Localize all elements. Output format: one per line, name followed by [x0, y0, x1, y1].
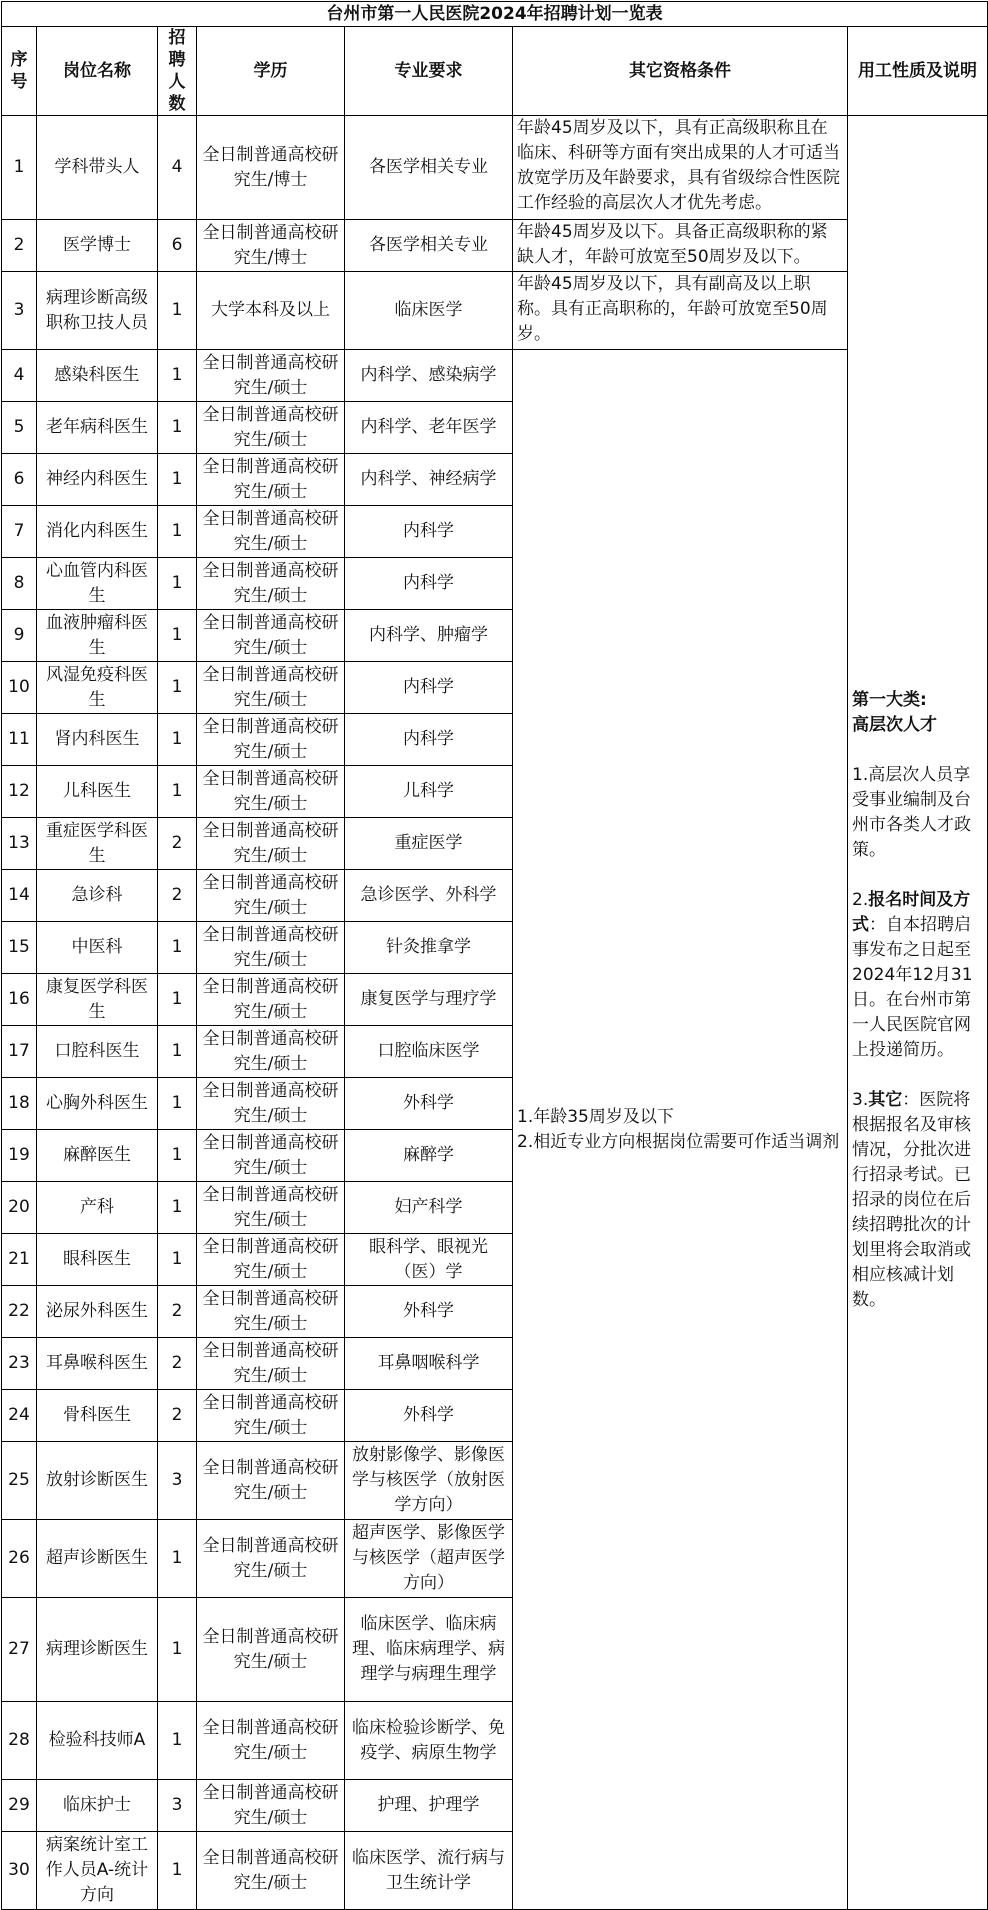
header-major: 专业要求 [345, 27, 513, 116]
recruit-count: 1 [158, 662, 197, 714]
condition-line: 1.年龄35周岁及以下 [517, 1106, 674, 1127]
major-requirement: 儿科学 [345, 766, 513, 818]
category-label: 第一大类: [852, 689, 927, 710]
post-name: 口腔科医生 [37, 1026, 158, 1078]
other-conditions: 年龄45周岁及以下，具有正高级职称且在临床、科研等方面有突出成果的人才可适当放宽学历及年龄要求，具有省级综合性医院工作经验的高层次人才优先考虑。 [513, 116, 848, 220]
header-other-conditions: 其它资格条件 [513, 27, 848, 116]
major-requirement: 各医学相关专业 [345, 116, 513, 220]
employment-nature-note [848, 116, 988, 1910]
recruit-count: 2 [158, 1286, 197, 1338]
post-name: 骨科医生 [37, 1390, 158, 1442]
note-prefix: 2. [852, 889, 869, 910]
major-requirement: 内科学 [345, 558, 513, 610]
major-requirement: 康复医学与理疗学 [345, 974, 513, 1026]
header-no: 序号 [2, 27, 37, 116]
major-requirement: 各医学相关专业 [345, 220, 513, 272]
education: 全日制普通高校研究生/硕士 [197, 662, 345, 714]
row-number: 19 [2, 1130, 37, 1182]
major-requirement: 临床医学、流行病与卫生统计学 [345, 1832, 513, 1910]
recruit-count: 2 [158, 1390, 197, 1442]
recruit-count: 3 [158, 1780, 197, 1832]
recruit-count: 1 [158, 1598, 197, 1702]
recruit-count: 1 [158, 1520, 197, 1598]
recruitment-table [1, 1, 988, 1910]
education: 全日制普通高校研究生/硕士 [197, 1390, 345, 1442]
header-education: 学历 [197, 27, 345, 116]
note-paragraph: 1.高层次人员享受事业编制及台州市各类人才政策。 [852, 764, 971, 860]
header-count: 招聘人数 [158, 27, 197, 116]
other-conditions: 年龄45周岁及以下，具有副高及以上职称。具有正高职称的，年龄可放宽至50周岁。 [513, 272, 848, 350]
recruit-count: 1 [158, 1702, 197, 1780]
education: 全日制普通高校研究生/硕士 [197, 1130, 345, 1182]
header-nature: 用工性质及说明 [848, 27, 988, 116]
post-name: 泌尿外科医生 [37, 1286, 158, 1338]
row-number: 16 [2, 974, 37, 1026]
recruit-count: 1 [158, 922, 197, 974]
education: 全日制普通高校研究生/硕士 [197, 1026, 345, 1078]
major-requirement: 外科学 [345, 1390, 513, 1442]
row-number: 18 [2, 1078, 37, 1130]
post-name: 病理诊断医生 [37, 1598, 158, 1702]
education: 全日制普通高校研究生/硕士 [197, 1702, 345, 1780]
post-name: 眼科医生 [37, 1234, 158, 1286]
major-requirement: 外科学 [345, 1286, 513, 1338]
table-title: 台州市第一人民医院2024年招聘计划一览表 [2, 2, 988, 27]
condition-line: 2.相近专业方向根据岗位需要可作适当调剂 [517, 1131, 840, 1152]
major-requirement: 内科学、老年医学 [345, 402, 513, 454]
major-requirement: 外科学 [345, 1078, 513, 1130]
education: 全日制普通高校研究生/硕士 [197, 766, 345, 818]
header-post: 岗位名称 [37, 27, 158, 116]
row-number: 8 [2, 558, 37, 610]
post-name: 急诊科 [37, 870, 158, 922]
row-number: 25 [2, 1442, 37, 1520]
note-prefix: 3. [852, 1089, 869, 1110]
education: 全日制普通高校研究生/硕士 [197, 1338, 345, 1390]
row-number: 6 [2, 454, 37, 506]
post-name: 心胸外科医生 [37, 1078, 158, 1130]
row-number: 2 [2, 220, 37, 272]
recruit-count: 2 [158, 818, 197, 870]
education: 全日制普通高校研究生/硕士 [197, 714, 345, 766]
post-name: 消化内科医生 [37, 506, 158, 558]
major-requirement: 临床医学、临床病理、临床病理学、病理学与病理生理学 [345, 1598, 513, 1702]
post-name: 中医科 [37, 922, 158, 974]
row-number: 5 [2, 402, 37, 454]
recruit-count: 1 [158, 350, 197, 402]
row-number: 10 [2, 662, 37, 714]
row-number: 11 [2, 714, 37, 766]
major-requirement: 内科学 [345, 714, 513, 766]
post-name: 老年病科医生 [37, 402, 158, 454]
education: 全日制普通高校研究生/博士 [197, 116, 345, 220]
row-number: 24 [2, 1390, 37, 1442]
major-requirement: 麻醉学 [345, 1130, 513, 1182]
table-row [2, 220, 988, 272]
row-number: 23 [2, 1338, 37, 1390]
recruit-count: 1 [158, 1026, 197, 1078]
row-number: 28 [2, 1702, 37, 1780]
education: 全日制普通高校研究生/硕士 [197, 1286, 345, 1338]
recruit-count: 1 [158, 402, 197, 454]
row-number: 13 [2, 818, 37, 870]
education: 全日制普通高校研究生/硕士 [197, 870, 345, 922]
education: 全日制普通高校研究生/硕士 [197, 1182, 345, 1234]
recruit-count: 6 [158, 220, 197, 272]
row-number: 12 [2, 766, 37, 818]
education: 全日制普通高校研究生/博士 [197, 220, 345, 272]
education: 全日制普通高校研究生/硕士 [197, 1520, 345, 1598]
major-requirement: 超声医学、影像医学与核医学（超声医学方向） [345, 1520, 513, 1598]
recruit-count: 1 [158, 610, 197, 662]
education: 全日制普通高校研究生/硕士 [197, 1234, 345, 1286]
education: 全日制普通高校研究生/硕士 [197, 1832, 345, 1910]
major-requirement: 护理、护理学 [345, 1780, 513, 1832]
major-requirement: 内科学 [345, 662, 513, 714]
major-requirement: 临床医学 [345, 272, 513, 350]
recruit-count: 1 [158, 974, 197, 1026]
post-name: 检验科技师A [37, 1702, 158, 1780]
education: 全日制普通高校研究生/硕士 [197, 1078, 345, 1130]
recruit-count: 1 [158, 1130, 197, 1182]
major-requirement: 临床检验诊断学、免疫学、病原生物学 [345, 1702, 513, 1780]
post-name: 耳鼻喉科医生 [37, 1338, 158, 1390]
post-name: 超声诊断医生 [37, 1520, 158, 1598]
row-number: 29 [2, 1780, 37, 1832]
row-number: 7 [2, 506, 37, 558]
recruit-count: 2 [158, 870, 197, 922]
education: 全日制普通高校研究生/硕士 [197, 1442, 345, 1520]
recruit-count: 1 [158, 272, 197, 350]
education: 全日制普通高校研究生/硕士 [197, 1780, 345, 1832]
major-requirement: 耳鼻咽喉科学 [345, 1338, 513, 1390]
recruit-count: 1 [158, 454, 197, 506]
row-number: 3 [2, 272, 37, 350]
recruit-count: 1 [158, 506, 197, 558]
recruit-count: 1 [158, 714, 197, 766]
category-name: 高层次人才 [852, 714, 937, 735]
row-number: 30 [2, 1832, 37, 1910]
post-name: 临床护士 [37, 1780, 158, 1832]
recruit-count: 1 [158, 558, 197, 610]
education: 全日制普通高校研究生/硕士 [197, 558, 345, 610]
row-number: 4 [2, 350, 37, 402]
other-conditions-shared [513, 350, 848, 1910]
post-name: 康复医学科医生 [37, 974, 158, 1026]
major-requirement: 口腔临床医学 [345, 1026, 513, 1078]
row-number: 9 [2, 610, 37, 662]
note-label: 报名时间及方式 [852, 889, 971, 935]
post-name: 心血管内科医生 [37, 558, 158, 610]
education: 全日制普通高校研究生/硕士 [197, 350, 345, 402]
education: 全日制普通高校研究生/硕士 [197, 402, 345, 454]
post-name: 风湿免疫科医生 [37, 662, 158, 714]
major-requirement: 眼科学、眼视光（医）学 [345, 1234, 513, 1286]
major-requirement: 针灸推拿学 [345, 922, 513, 974]
post-name: 重症医学科医生 [37, 818, 158, 870]
recruit-count: 1 [158, 1078, 197, 1130]
education: 全日制普通高校研究生/硕士 [197, 454, 345, 506]
major-requirement: 重症医学 [345, 818, 513, 870]
post-name: 病理诊断高级职称卫技人员 [37, 272, 158, 350]
post-name: 麻醉医生 [37, 1130, 158, 1182]
table-row [2, 272, 988, 350]
major-requirement: 妇产科学 [345, 1182, 513, 1234]
major-requirement: 内科学 [345, 506, 513, 558]
post-name: 医学博士 [37, 220, 158, 272]
other-conditions: 年龄45周岁及以下。具备正高级职称的紧缺人才，年龄可放宽至50周岁及以下。 [513, 220, 848, 272]
post-name: 儿科医生 [37, 766, 158, 818]
note-text: ：自本招聘启事发布之日起至2024年12月31日。在台州市第一人民医院官网上投递简历。 [852, 914, 973, 1060]
table-row [2, 350, 988, 402]
recruit-count: 1 [158, 1832, 197, 1910]
row-number: 26 [2, 1520, 37, 1598]
row-number: 27 [2, 1598, 37, 1702]
recruit-count: 2 [158, 1338, 197, 1390]
row-number: 14 [2, 870, 37, 922]
row-number: 22 [2, 1286, 37, 1338]
recruit-count: 1 [158, 1182, 197, 1234]
education: 全日制普通高校研究生/硕士 [197, 506, 345, 558]
post-name: 学科带头人 [37, 116, 158, 220]
major-requirement: 放射影像学、影像医学与核医学（放射医学方向） [345, 1442, 513, 1520]
major-requirement: 内科学、肿瘤学 [345, 610, 513, 662]
major-requirement: 内科学、神经病学 [345, 454, 513, 506]
education: 全日制普通高校研究生/硕士 [197, 818, 345, 870]
recruit-count: 1 [158, 1234, 197, 1286]
education: 全日制普通高校研究生/硕士 [197, 922, 345, 974]
row-number: 17 [2, 1026, 37, 1078]
recruit-count: 3 [158, 1442, 197, 1520]
row-number: 15 [2, 922, 37, 974]
education: 大学本科及以上 [197, 272, 345, 350]
post-name: 肾内科医生 [37, 714, 158, 766]
row-number: 21 [2, 1234, 37, 1286]
recruit-count: 1 [158, 766, 197, 818]
row-number: 1 [2, 116, 37, 220]
recruit-count: 4 [158, 116, 197, 220]
post-name: 产科 [37, 1182, 158, 1234]
post-name: 血液肿瘤科医生 [37, 610, 158, 662]
education: 全日制普通高校研究生/硕士 [197, 1598, 345, 1702]
table-row [2, 116, 988, 220]
post-name: 放射诊断医生 [37, 1442, 158, 1520]
major-requirement: 急诊医学、外科学 [345, 870, 513, 922]
education: 全日制普通高校研究生/硕士 [197, 974, 345, 1026]
row-number: 20 [2, 1182, 37, 1234]
post-name: 病案统计室工作人员A-统计方向 [37, 1832, 158, 1910]
note-text: ：医院将根据报名及审核情况，分批次进行招录考试。已招录的岗位在后续招聘批次的计划里将会取消或相应核减计划数。 [852, 1089, 971, 1310]
post-name: 感染科医生 [37, 350, 158, 402]
education: 全日制普通高校研究生/硕士 [197, 610, 345, 662]
major-requirement: 内科学、感染病学 [345, 350, 513, 402]
note-label: 其它 [868, 1089, 903, 1110]
post-name: 神经内科医生 [37, 454, 158, 506]
